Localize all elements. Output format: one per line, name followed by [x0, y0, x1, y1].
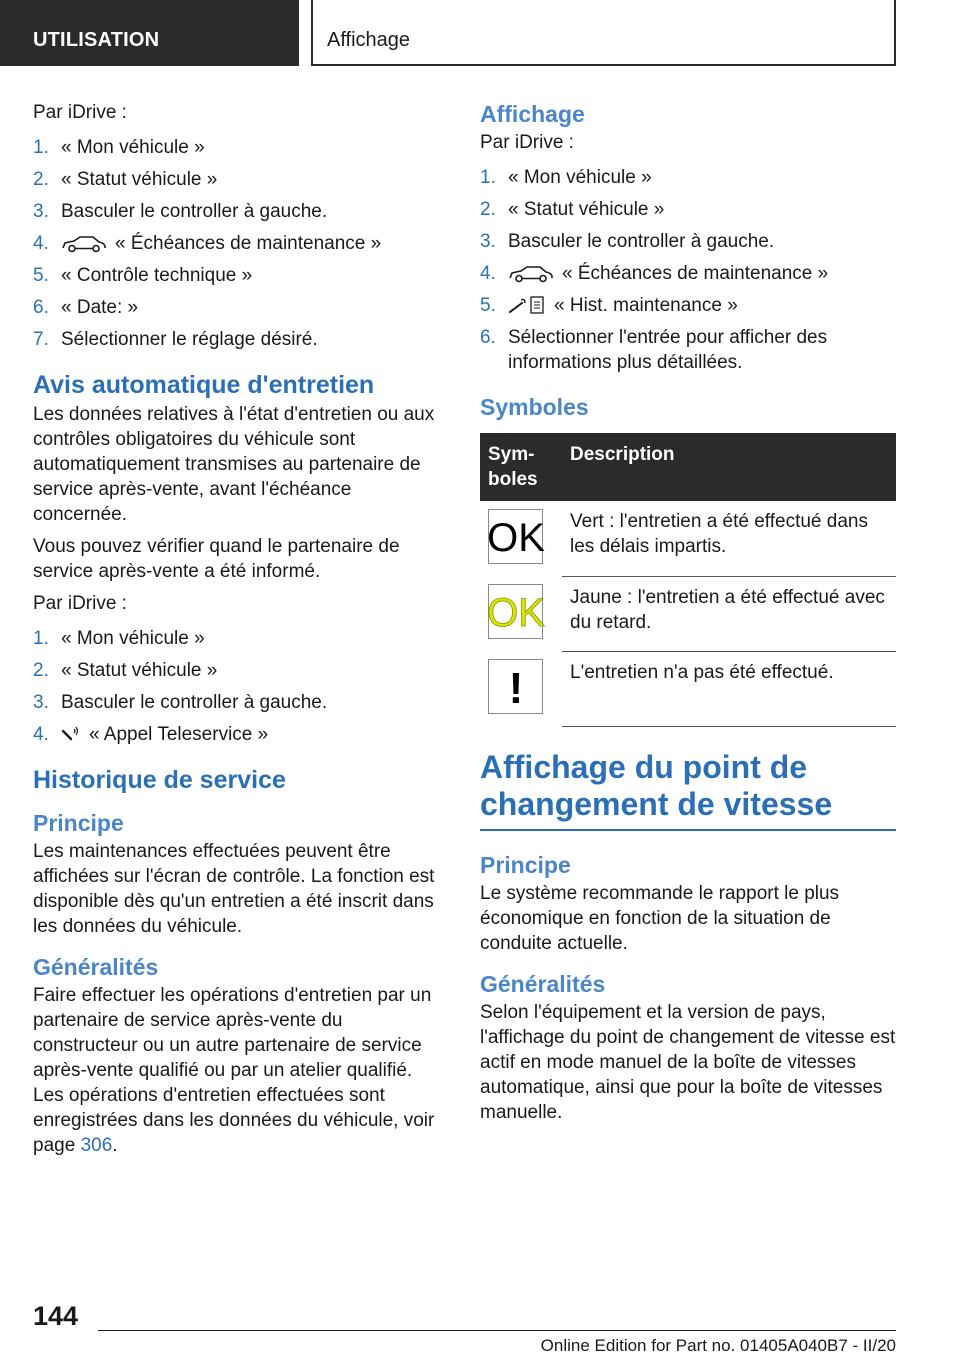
step-item: 2. « Statut véhicule »: [33, 660, 218, 681]
table-header-row: [480, 433, 896, 501]
page-number: 144: [33, 1301, 79, 1331]
step-item: 2. « Statut véhicule »: [480, 199, 665, 220]
generalites-heading-left: Généralités: [33, 954, 159, 980]
table-row: [480, 501, 896, 576]
table-cell-description: Jaune : l'entretien a été effectué avec du retard.: [562, 576, 896, 651]
step-item: 5. « Hist. maintenance »: [480, 295, 738, 316]
column-header-symbols: Sym- boles: [480, 433, 562, 501]
generalites-paragraph-right: Selon l'équipement et la version de pays, l'affichage du point de changement de vitesse est actif en mode manuel de la boîte de vitesses automatique, ainsi que pour la boîte de vitesses manuelle.: [480, 1001, 896, 1123]
steps-list-1: [33, 135, 445, 352]
symbols-table: [480, 433, 896, 727]
right-column: [480, 100, 896, 1132]
step-item: 1. « Mon véhicule »: [480, 167, 652, 188]
step-item: 3. Basculer le controller à gauche.: [33, 201, 328, 222]
svg-text:OK: OK: [486, 515, 545, 560]
table-cell-description: Vert : l'entretien a été effectué dans les délais impartis.: [562, 501, 896, 576]
step-item: 1. « Mon véhicule »: [33, 137, 205, 158]
principe-paragraph-right: Le système recommande le rapport le plus économique en fonction de la situation de conduite actuelle.: [480, 882, 840, 954]
step-item: 1. « Mon véhicule »: [33, 628, 205, 649]
step-item: 5. « Contrôle technique »: [33, 265, 253, 286]
header-page-title: Affichage: [327, 29, 411, 51]
column-header-description: Description: [562, 433, 896, 501]
svg-text:!: !: [508, 663, 523, 713]
step-item: 4. « Échéances de maintenance »: [480, 263, 829, 284]
symboles-heading: Symboles: [480, 394, 589, 420]
principe-heading-left: Principe: [33, 810, 124, 836]
step-item: 6. Sélectionner l'entrée pour afficher des informations plus détaillées.: [480, 327, 828, 373]
ok-yellow-symbol: [488, 584, 543, 639]
steps-list-3: [480, 165, 896, 375]
historique-heading: Historique de service: [33, 766, 286, 794]
car-icon: [61, 235, 107, 253]
avis-intro: Par iDrive :: [33, 593, 127, 614]
teleservice-icon: [61, 726, 81, 744]
exclamation-symbol: [488, 659, 543, 714]
right-intro: Par iDrive :: [480, 132, 574, 153]
left-column: [33, 100, 445, 1165]
header-title-box: [311, 0, 896, 66]
shift-point-heading: Affichage du point de changement de vitesse: [480, 749, 896, 831]
page-reference-link[interactable]: 306: [80, 1135, 113, 1156]
step-item: 3. Basculer le controller à gauche.: [33, 692, 328, 713]
car-icon: [508, 265, 554, 283]
generalites-heading-right: Généralités: [480, 970, 606, 997]
header-section-label: UTILISATION: [33, 29, 160, 51]
step-item: 3. Basculer le controller à gauche.: [480, 231, 775, 252]
ok-green-symbol: [488, 509, 543, 564]
step-item: 7. Sélectionner le réglage désiré.: [33, 329, 318, 350]
step-item: 6. « Date: »: [33, 297, 139, 318]
affichage-heading: Affichage: [480, 101, 585, 127]
step-item: 4. « Échéances de maintenance »: [33, 233, 382, 254]
wrench-list-icon: [508, 295, 546, 315]
footer-edition: Online Edition for Part no. 01405A040B7 - II/20: [540, 1336, 896, 1355]
header-section-tab: [0, 0, 299, 66]
avis-heading: Avis automatique d'entretien: [33, 371, 375, 399]
generalites-paragraph-left: Faire effectuer les opérations d'entretien par un partenaire de service après-vente du constructeur ou un autre partenaire de service après-vente qualifié ou par un atelier qualifié. Les opérations d'entretien effectuées sont enregistrées dans les données du véhicule, voir page 306.: [33, 985, 435, 1156]
avis-paragraph-1: Les données relatives à l'état d'entretien ou aux contrôles obligatoires du véhicule sont automatiquement transmises au partenaire de service après-vente, avant l'échéance concernée.: [33, 404, 435, 525]
left-intro: Par iDrive :: [33, 102, 127, 123]
table-row: [480, 576, 896, 651]
table-row: [480, 651, 896, 726]
step-item: 2. « Statut véhicule »: [33, 169, 218, 190]
table-cell-description: L'entretien n'a pas été effectué.: [562, 651, 896, 726]
step-item: 4. « Appel Teleservice »: [33, 724, 269, 745]
footer-divider: [98, 1330, 896, 1331]
svg-text:OK: OK: [486, 590, 545, 635]
principe-heading-right: Principe: [480, 851, 571, 878]
avis-paragraph-2: Vous pouvez vérifier quand le partenaire de service après-vente a été informé.: [33, 536, 400, 582]
steps-list-2: [33, 626, 445, 747]
principe-paragraph-left: Les maintenances effectuées peuvent être affichées sur l'écran de contrôle. La fonction est disponible dès qu'un entretien a été inscrit dans les données du véhicule.: [33, 841, 435, 937]
